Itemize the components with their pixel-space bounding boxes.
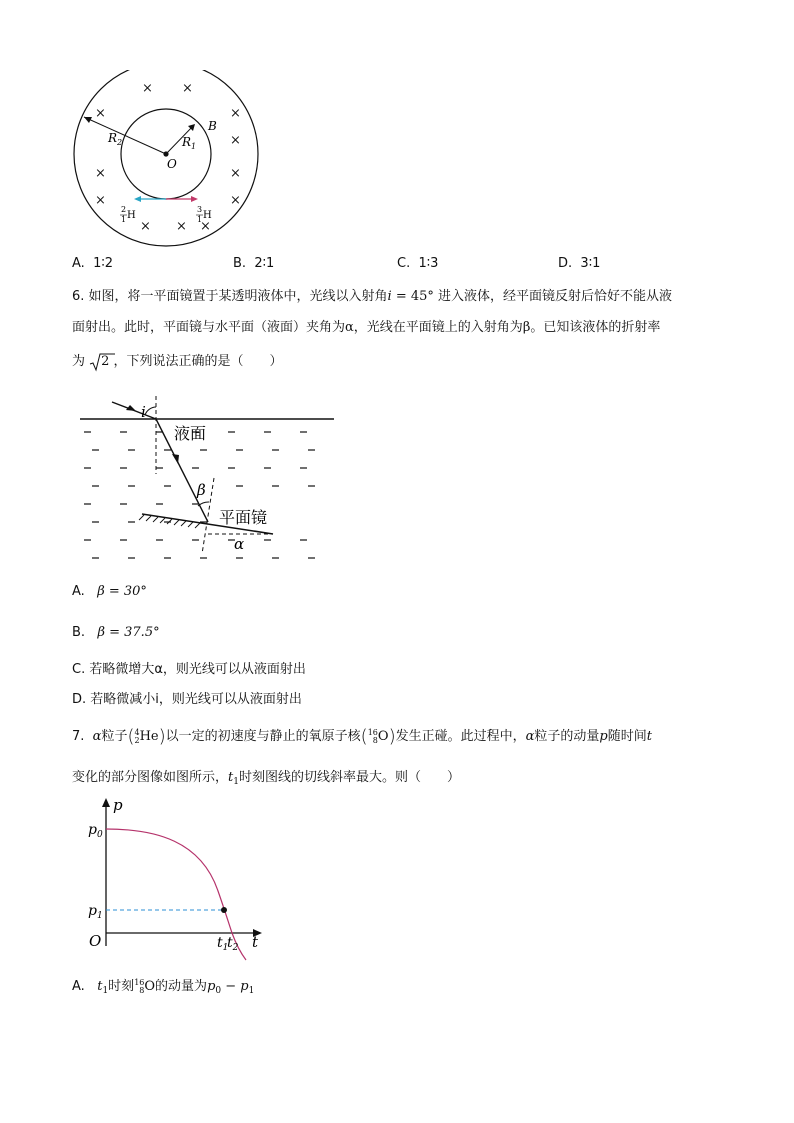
cross: × bbox=[182, 81, 193, 96]
q7-stem-line2 bbox=[72, 768, 460, 792]
h3-sym: H bbox=[203, 210, 212, 221]
alpha-label: α bbox=[234, 535, 245, 553]
element-symbol: O bbox=[144, 979, 156, 994]
momentum-curve bbox=[106, 829, 246, 960]
cross: × bbox=[230, 193, 241, 208]
var-p: p bbox=[599, 729, 608, 744]
h3-arrowhead bbox=[191, 196, 198, 202]
q7-option-a[interactable] bbox=[72, 977, 254, 1001]
q6-option-a[interactable] bbox=[72, 582, 147, 602]
h3-top: 3 bbox=[197, 205, 203, 214]
q6-stem-line2 bbox=[72, 318, 660, 338]
q7-text: 以一定的初速度与静止的氧原子核 bbox=[165, 729, 361, 744]
option-text: D. 若略微减小i，则光线可以从液面射出 bbox=[72, 692, 302, 707]
liquid-mirror-figure bbox=[78, 394, 340, 572]
h3-bot: 1 bbox=[197, 215, 203, 224]
minus-sign: − bbox=[221, 979, 241, 994]
outer-circle bbox=[74, 70, 258, 246]
q6-stem-line1 bbox=[72, 287, 672, 307]
p0-label: $p_0$ bbox=[88, 822, 103, 840]
q7-text: 粒子的动量 bbox=[534, 729, 600, 744]
q6-text: 。已知该液体的折射率 bbox=[530, 320, 661, 335]
option-key: A. bbox=[72, 256, 85, 271]
q6-option-d[interactable] bbox=[72, 690, 302, 710]
var-p: p bbox=[240, 979, 249, 994]
q7-text: 时刻图线的切线斜率最大。则（ ） bbox=[238, 770, 460, 785]
cross: × bbox=[200, 219, 211, 234]
sqrt-value: 2 bbox=[101, 354, 110, 369]
angle-i-arc bbox=[145, 407, 156, 415]
y-axis-arrowhead bbox=[102, 798, 110, 807]
cross: × bbox=[230, 106, 241, 121]
magnetic-field-figure bbox=[70, 70, 270, 250]
q5-option-b[interactable] bbox=[233, 254, 274, 274]
question-number: 7. bbox=[72, 729, 85, 744]
subscript: 1 bbox=[233, 777, 239, 787]
element-symbol: He bbox=[139, 729, 159, 744]
mirror-label: 平面镜 bbox=[219, 508, 268, 527]
q5-option-c[interactable] bbox=[397, 254, 438, 274]
var-t: t bbox=[646, 729, 652, 744]
surface-label: 液面 bbox=[174, 424, 207, 443]
close-paren: ) bbox=[388, 726, 396, 747]
atomic-number: 2 bbox=[134, 735, 140, 745]
q6-option-c[interactable] bbox=[72, 660, 306, 680]
subscript: 0 bbox=[215, 986, 222, 996]
oxygen-nuclide bbox=[134, 977, 155, 997]
p-axis-label: p bbox=[113, 796, 123, 814]
mass-number: 4 bbox=[134, 727, 140, 737]
sqrt-icon bbox=[89, 352, 115, 372]
q6-option-b[interactable] bbox=[72, 623, 160, 643]
q6-text: 6. 如图，将一平面镜置于某透明液体中，光线以入射角 bbox=[72, 289, 388, 304]
option-value: β = 30° bbox=[97, 584, 147, 599]
oxygen-nuclide bbox=[368, 727, 389, 747]
cross: × bbox=[95, 106, 106, 121]
q6-text: 面射出。此时，平面镜与水平面（液面）夹角为 bbox=[72, 320, 346, 335]
mass-number: 16 bbox=[367, 727, 378, 737]
q7-text: 随时间 bbox=[607, 729, 647, 744]
q6-text: ，下列说法正确的是（ ） bbox=[113, 354, 283, 369]
subscript: 1 bbox=[102, 986, 109, 996]
option-text: 3∶1 bbox=[580, 256, 601, 271]
option-value: β = 37.5° bbox=[97, 625, 160, 640]
q7-text: 粒子 bbox=[101, 729, 128, 744]
atomic-number: 8 bbox=[139, 985, 145, 995]
alpha-symbol: α bbox=[92, 729, 102, 744]
q5-option-d[interactable] bbox=[558, 254, 600, 274]
option-text: 2∶1 bbox=[254, 256, 275, 271]
atomic-number: 8 bbox=[372, 735, 378, 745]
q6-stem-line3 bbox=[72, 352, 282, 372]
option-key: B. bbox=[233, 256, 247, 271]
option-key: D. bbox=[558, 256, 573, 271]
cross: × bbox=[95, 193, 106, 208]
r2-arrow bbox=[84, 117, 166, 154]
var-t: t bbox=[97, 979, 103, 994]
option-key: B. bbox=[72, 625, 86, 640]
cross: × bbox=[230, 133, 241, 148]
cross: × bbox=[230, 166, 241, 181]
cross: × bbox=[176, 219, 187, 234]
q6-text: 进入液体，经平面镜反射后恰好不能从液 bbox=[433, 289, 673, 304]
var-i: i bbox=[387, 289, 392, 304]
r2-label: $R_2$ bbox=[108, 131, 123, 147]
h2-arrowhead bbox=[134, 196, 141, 202]
p1-label: $p_1$ bbox=[88, 903, 103, 921]
beta-symbol: β bbox=[522, 320, 531, 335]
mass-number: 16 bbox=[134, 977, 145, 987]
close-paren: ) bbox=[158, 726, 166, 747]
momentum-time-graph bbox=[86, 796, 276, 964]
q7-text: 变化的部分图像如图所示， bbox=[72, 770, 229, 785]
cross: × bbox=[140, 219, 151, 234]
q7-text: 发生正碰。此过程中， bbox=[395, 729, 526, 744]
h2-bot: 1 bbox=[121, 215, 127, 224]
helium-nuclide bbox=[135, 727, 159, 747]
q5-option-a[interactable] bbox=[72, 254, 113, 274]
option-key: A. bbox=[72, 979, 85, 994]
h2-top: 2 bbox=[121, 205, 127, 214]
sqrt-expression bbox=[89, 352, 113, 372]
i-label: i bbox=[141, 403, 146, 421]
r1-label: $R_1$ bbox=[182, 135, 197, 151]
option-key: A. bbox=[72, 584, 85, 599]
tangent-point bbox=[221, 907, 227, 913]
refracted-arrowhead bbox=[172, 454, 179, 464]
option-text: 时刻 bbox=[108, 979, 135, 994]
origin-label: O bbox=[89, 932, 102, 950]
q6-text: 为 bbox=[72, 354, 86, 369]
option-key: C. bbox=[397, 256, 411, 271]
beta-label: β bbox=[197, 481, 206, 499]
option-text: 1∶2 bbox=[93, 256, 113, 271]
h2-sym: H bbox=[127, 210, 136, 221]
subscript: 1 bbox=[248, 986, 255, 996]
q6-text: ，光线在平面镜上的入射角为 bbox=[353, 320, 523, 335]
open-paren: ( bbox=[360, 726, 368, 747]
cross: × bbox=[142, 81, 153, 96]
option-text: 的动量为 bbox=[155, 979, 208, 994]
q7-stem-line1 bbox=[72, 727, 652, 747]
alpha-symbol: α bbox=[525, 729, 535, 744]
var-t: t bbox=[228, 770, 234, 785]
cross: × bbox=[95, 166, 106, 181]
var-p: p bbox=[207, 979, 216, 994]
t-axis-label: t bbox=[252, 933, 259, 951]
t2-label: $t_2$ bbox=[227, 935, 239, 953]
option-text: C. 若略微增大α，则光线可以从液面射出 bbox=[72, 662, 306, 677]
option-text: 1∶3 bbox=[418, 256, 439, 271]
o-label: O bbox=[167, 157, 177, 171]
b-label: B bbox=[208, 119, 217, 133]
open-paren: ( bbox=[127, 726, 135, 747]
q6-eq: = 45° bbox=[391, 289, 434, 304]
alpha-symbol: α bbox=[345, 320, 354, 335]
element-symbol: O bbox=[377, 729, 389, 744]
t1-label: $t_1$ bbox=[217, 935, 229, 953]
